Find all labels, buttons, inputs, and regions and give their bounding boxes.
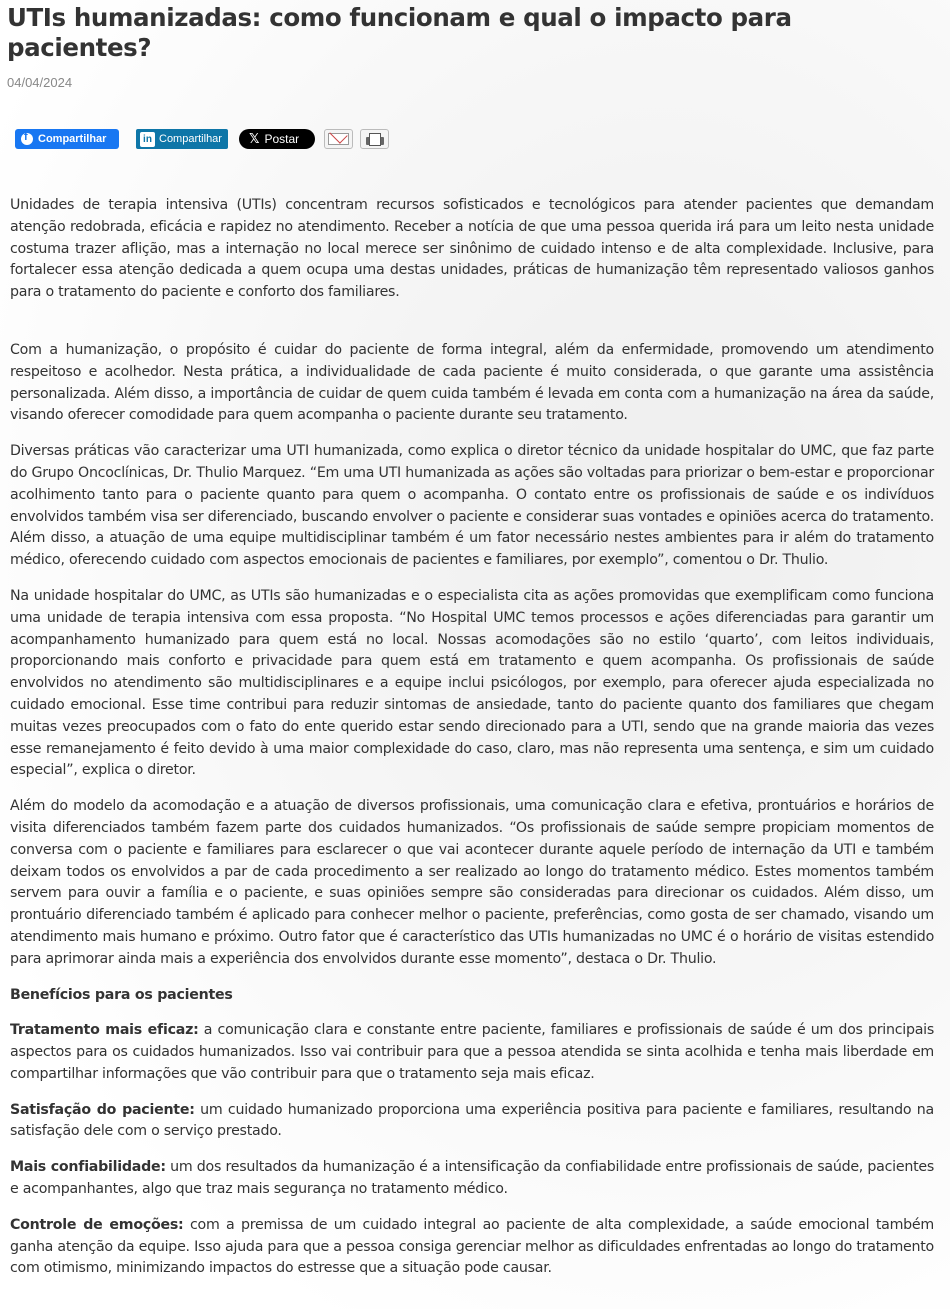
benefit-text: um cuidado humanizado proporciona uma experiência positiva para paciente e familiares, resultando na satisfação dele com o serviço prestado. bbox=[10, 1101, 934, 1140]
x-post-button[interactable] bbox=[239, 129, 315, 149]
benefit-item bbox=[10, 1157, 934, 1201]
x-icon: 𝕏 bbox=[249, 131, 260, 146]
article-date: 04/04/2024 bbox=[7, 75, 73, 90]
facebook-share-label: Compartilhar bbox=[38, 133, 107, 145]
benefit-text: a comunicação clara e constante entre paciente, familiares e profissionais de saúde é um dos principais aspectos para os cuidados humanizados. Isso vai contribuir para que a pessoa atendida se sinta acolhida e tenha mais liberdade em compartilhar informações que vão contribuir para que o tratamento seja mais eficaz. bbox=[10, 1022, 934, 1082]
linkedin-share-label: Compartilhar bbox=[159, 133, 222, 145]
article-title: UTIs humanizadas: como funcionam e qual o impacto para pacientes? bbox=[7, 3, 792, 62]
article-body bbox=[10, 195, 934, 1280]
benefit-label: Mais confiabilidade: bbox=[10, 1159, 166, 1176]
benefit-label: Satisfação do paciente: bbox=[10, 1101, 195, 1118]
facebook-icon bbox=[21, 133, 33, 145]
linkedin-icon: in bbox=[140, 132, 155, 147]
article-paragraph: Diversas práticas vão caracterizar uma UTI humanizada, como explica o diretor técnico da unidade hospitalar do UMC, que faz parte do Grupo Oncoclínicas, Dr. Thulio Marquez. “Em uma UTI humanizada as ações são voltadas para priorizar o bem-estar e proporcionar acolhimento tanto para o paciente quanto para quem o acompanha. O contato entre os profissionais de saúde e os indivíduos envolvidos também visa ser diferenciado, buscando envolver o paciente e considerar suas vontades e opiniões acerca do tratamento. Além disso, a atuação de uma equipe multidisciplinar também é um fator necessário nestes ambientes para ir além do tratamento médico, oferecendo cuidado com aspectos emocionais de pacientes e familiares, por exemplo”, comentou o Dr. Thulio. bbox=[10, 443, 934, 569]
article-paragraph: Na unidade hospitalar do UMC, as UTIs são humanizadas e o especialista cita as ações promovidas que exemplificam como funciona uma unidade de terapia intensiva com essa proposta. “No Hospital UMC temos processos e ações diferenciadas para garantir um acompanhamento humanizado para quem está no local. Nossas acomodações são no estilo ‘quarto’, com leitos individuais, proporcionando mais conforto e privacidade para quem está em tratamento e quem acompanha. Os profissionais de saúde envolvidos no atendimento são multidisciplinares e a equipe inclui psicólogos, por exemplo, para oferecer ajuda especializada no cuidado emocional. Esse time contribui para reduzir sintomas de ansiedade, tanto do paciente quanto dos familiares que chegam muitas vezes preocupados com o fato do ente querido estar sendo direcionado para a UTI, sendo que na grande maioria das vezes esse remanejamento é feito devido à uma maior complexidade do caso, claro, mas não representa uma sentença, e sim um cuidado especial”, explica o diretor. bbox=[10, 587, 934, 779]
print-button[interactable] bbox=[360, 129, 389, 149]
article-paragraph: Além do modelo da acomodação e a atuação de diversos profissionais, uma comunicação clara e efetiva, prontuários e horários de visita diferenciados também fazem parte dos cuidados humanizados. “Os profissionais de saúde sempre propiciam momentos de conversa com o paciente e familiares para esclarecer o que vai acontecer durante aquele período de internação da UTI e também deixam todos os envolvidos a par de cada procedimento a ser realizado ao longo do tratamento médico. Estes momentos também servem para ouvir a família e o paciente, e suas opiniões sempre são consideradas para direcionar os cuidados. Além disso, um prontuário diferenciado também é aplicado para conhecer melhor o paciente, preferências, como gosta de ser chamado, visando um atendimento mais humano e próximo. Outro fator que é característico das UTIs humanizadas no UMC é o horário de visitas estendido para aprimorar ainda mais a experiência dos envolvidos durante esse momento”, destaca o Dr. Thulio. bbox=[10, 798, 934, 967]
benefit-label: Tratamento mais eficaz: bbox=[10, 1022, 199, 1039]
article-paragraph: Unidades de terapia intensiva (UTIs) concentram recursos sofisticados e tecnológicos para atender pacientes que demandam atenção redobrada, eficácia e rapidez no atendimento. Receber a notícia de que uma pessoa querida irá para um leito nesta unidade costuma trazer aflição, mas a internação no local merece ser sinônimo de cuidado intenso e de alta complexidade. Inclusive, para fortalecer essa atenção dedicada a quem ocupa uma destas unidades, práticas de humanização têm representado valiosos ganhos para o tratamento do paciente e conforto dos familiares. bbox=[10, 197, 934, 301]
benefit-label: Controle de emoções: bbox=[10, 1216, 184, 1233]
article-paragraph: Com a humanização, o propósito é cuidar do paciente de forma integral, além da enfermidade, promovendo um atendimento respeitoso e acolhedor. Nesta prática, a individualidade de cada paciente é muito considerada, o que garante uma assistência personalizada. Além disso, a importância de cuidar de quem cuida também é levada em conta com a humanização na área da saúde, visando oferecer comodidade para quem acompanha o paciente durante seu tratamento. bbox=[10, 341, 934, 424]
benefit-item bbox=[10, 1020, 934, 1085]
benefits-heading: Benefícios para os pacientes bbox=[10, 986, 233, 1003]
linkedin-share-button[interactable] bbox=[136, 129, 228, 149]
x-post-label: Postar bbox=[264, 132, 300, 146]
facebook-share-button[interactable] bbox=[15, 129, 119, 149]
email-share-button[interactable] bbox=[324, 129, 353, 149]
benefit-item bbox=[10, 1215, 934, 1280]
benefit-text: com a premissa de um cuidado integral ao paciente de alta complexidade, a saúde emocional também ganha atenção da equipe. Isso ajuda para que a pessoa consiga gerenciar melhor as dificuldades enfrentadas ao longo do tratamento com otimismo, minimizando impactos do estresse que a situação pode causar. bbox=[10, 1216, 934, 1277]
benefit-text: um dos resultados da humanização é a intensificação da confiabilidade entre profissionais de saúde, pacientes e acompanhantes, algo que traz mais segurança no tratamento médico. bbox=[10, 1159, 934, 1198]
share-bar bbox=[15, 127, 934, 151]
benefit-item bbox=[10, 1100, 934, 1144]
